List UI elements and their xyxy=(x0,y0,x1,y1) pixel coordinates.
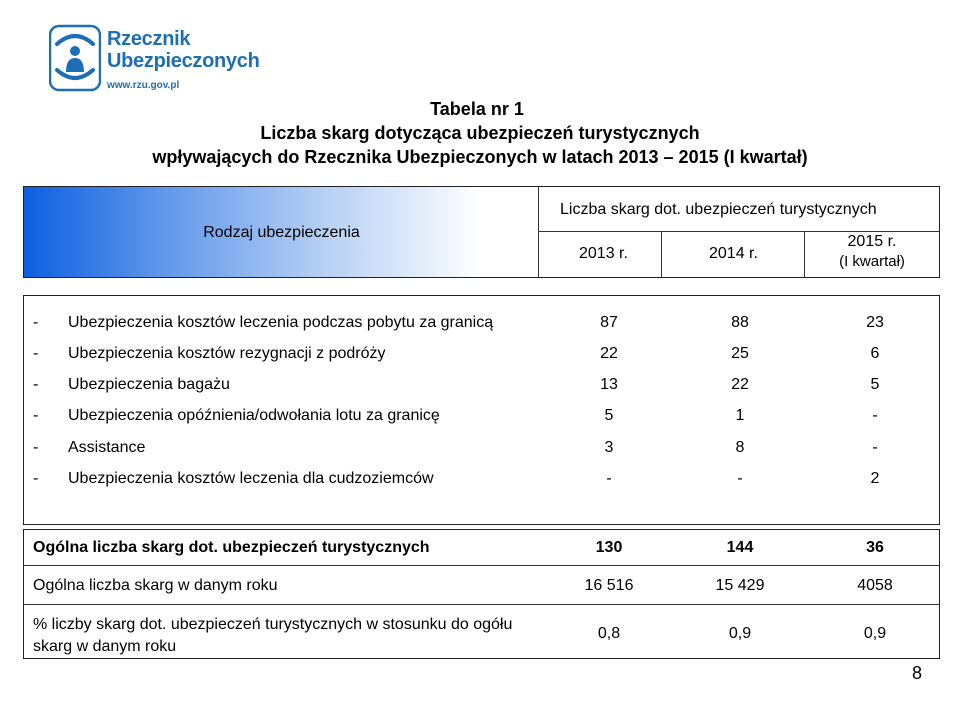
row-label: Assistance xyxy=(68,439,146,456)
row-dash: - xyxy=(33,407,39,424)
cell-2014: 22 xyxy=(731,376,749,393)
page-title xyxy=(0,97,960,169)
table-row xyxy=(24,314,939,344)
cell-2015: - xyxy=(872,439,878,456)
row-label: Ubezpieczenia bagażu xyxy=(68,376,230,393)
cell-2013: 87 xyxy=(600,314,618,331)
row-dash: - xyxy=(33,470,39,487)
col-2013-header xyxy=(538,231,662,277)
summary-row-total-year xyxy=(24,566,939,605)
cell-2015: 23 xyxy=(866,314,884,331)
summary-label: Ogólna liczba skarg dot. ubezpieczeń turystycznych xyxy=(33,539,430,556)
cell-2013: 5 xyxy=(604,407,614,424)
logo-wordmark xyxy=(107,28,260,72)
table-row xyxy=(24,345,939,375)
year-2013-label: 2013 r. xyxy=(579,245,628,262)
cell-2013: 0,8 xyxy=(597,625,621,642)
summary-label: Ogólna liczba skarg w danym roku xyxy=(33,577,278,594)
cell-2014: - xyxy=(737,470,743,487)
cell-2015: 0,9 xyxy=(863,625,887,642)
cell-2015: - xyxy=(872,407,878,424)
col-2015-header xyxy=(804,231,940,277)
cell-2013: 13 xyxy=(600,376,618,393)
cell-2014: 0,9 xyxy=(728,625,752,642)
cell-2014: 88 xyxy=(731,314,749,331)
year-2015-label: 2015 r. xyxy=(847,233,897,250)
row-dash: - xyxy=(33,314,39,331)
cell-2013: 3 xyxy=(604,439,614,456)
table-header xyxy=(23,186,940,278)
cell-2014: 144 xyxy=(726,539,754,556)
summary-row-percentage xyxy=(24,605,939,658)
row-label: Ubezpieczenia kosztów rezygnacji z podróży xyxy=(68,345,386,362)
col-type-label: Rodzaj ubezpieczenia xyxy=(203,224,360,241)
col-2014-header xyxy=(661,231,805,277)
cell-2015: 2 xyxy=(870,470,880,487)
col-group-label: Liczba skarg dot. ubezpieczeń turystycznych xyxy=(560,201,877,218)
title-line1: Tabela nr 1 xyxy=(430,99,524,119)
table-body xyxy=(23,295,940,525)
insured-person-logo-icon xyxy=(49,24,101,94)
cell-2013: 16 516 xyxy=(584,577,634,594)
row-dash: - xyxy=(33,439,39,456)
summary-row-total-travel xyxy=(24,530,939,566)
row-dash: - xyxy=(33,376,39,393)
col-type-header xyxy=(24,187,539,277)
row-label: Ubezpieczenia kosztów leczenia podczas pobytu za granicą xyxy=(68,314,494,331)
title-line2: Liczba skarg dotycząca ubezpieczeń turystycznych xyxy=(260,123,700,143)
cell-2014: 25 xyxy=(731,345,749,362)
cell-2013: - xyxy=(606,470,612,487)
logo xyxy=(49,24,279,104)
page-number: 8 xyxy=(912,663,923,683)
table-row xyxy=(24,439,939,469)
table-row xyxy=(24,407,939,437)
row-label: Ubezpieczenia kosztów leczenia dla cudzoziemców xyxy=(68,470,434,487)
logo-line1: Rzecznik xyxy=(107,28,191,50)
year-2014-label: 2014 r. xyxy=(709,245,758,262)
cell-2014: 1 xyxy=(735,407,745,424)
cell-2013: 22 xyxy=(600,345,618,362)
table-row xyxy=(24,376,939,406)
year-2015-note: (I kwartał) xyxy=(839,253,905,270)
cell-2015: 36 xyxy=(866,539,884,556)
title-line3: wpływających do Rzecznika Ubezpieczonych w latach 2013 – 2015 (I kwartał) xyxy=(152,147,808,167)
col-group-header xyxy=(538,187,940,232)
table-row xyxy=(24,470,939,500)
logo-line2: Ubezpieczonych xyxy=(107,50,260,72)
row-dash: - xyxy=(33,345,39,362)
cell-2015: 5 xyxy=(870,376,880,393)
cell-2013: 130 xyxy=(595,539,623,556)
cell-2015: 4058 xyxy=(857,577,893,594)
cell-2014: 15 429 xyxy=(715,577,765,594)
cell-2015: 6 xyxy=(870,345,880,362)
row-label: Ubezpieczenia opóźnienia/odwołania lotu za granicę xyxy=(68,407,440,424)
summary-label: % liczby skarg dot. ubezpieczeń turystycznych w stosunku do ogółu skarg w danym roku xyxy=(33,616,513,655)
logo-url[interactable]: www.rzu.gov.pl xyxy=(107,80,180,91)
cell-2014: 8 xyxy=(735,439,745,456)
table-summary xyxy=(23,529,940,659)
